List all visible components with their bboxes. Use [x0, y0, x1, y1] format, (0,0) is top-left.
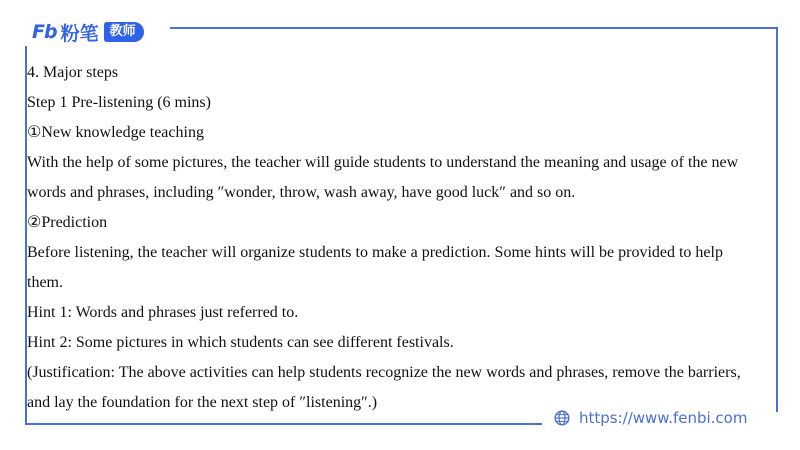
website-link[interactable] [554, 409, 747, 427]
hint-2: Hint 2: Some pictures in which students can see different festivals. [27, 334, 454, 351]
paragraph-line: words and phrases, including ″wonder, throw, wash away, have good luck″ and so on. [27, 184, 576, 201]
section-heading-major-steps: 4. Major steps [27, 64, 119, 81]
brand-header [32, 19, 144, 45]
justification-line: (Justification: The above activities can help students recognize the new words and phrases, remove the barriers, [27, 364, 741, 381]
globe-icon [554, 410, 570, 426]
subheading-prediction: ②Prediction [27, 214, 108, 231]
brand-tag: 教师 [104, 22, 144, 42]
lesson-content [27, 58, 777, 418]
fenbi-logo: Fb [32, 21, 57, 43]
justification-line: and lay the foundation for the next step of ″listening″.) [27, 394, 378, 411]
paragraph-line: Before listening, the teacher will organize students to make a prediction. Some hints will be provided to help [27, 244, 723, 261]
paragraph-line: them. [27, 274, 63, 291]
hint-1: Hint 1: Words and phrases just referred to. [27, 304, 299, 321]
subheading-new-knowledge: ①New knowledge teaching [27, 124, 204, 141]
website-url[interactable]: https://www.fenbi.com [579, 409, 748, 427]
brand-name: 粉笔 [60, 22, 99, 45]
frame-bottom-border [25, 423, 542, 425]
step-heading: Step 1 Pre-listening (6 mins) [27, 94, 211, 111]
paragraph-line: With the help of some pictures, the teacher will guide students to understand the meaning and usage of the new [27, 154, 739, 171]
frame-top-border [170, 27, 777, 29]
